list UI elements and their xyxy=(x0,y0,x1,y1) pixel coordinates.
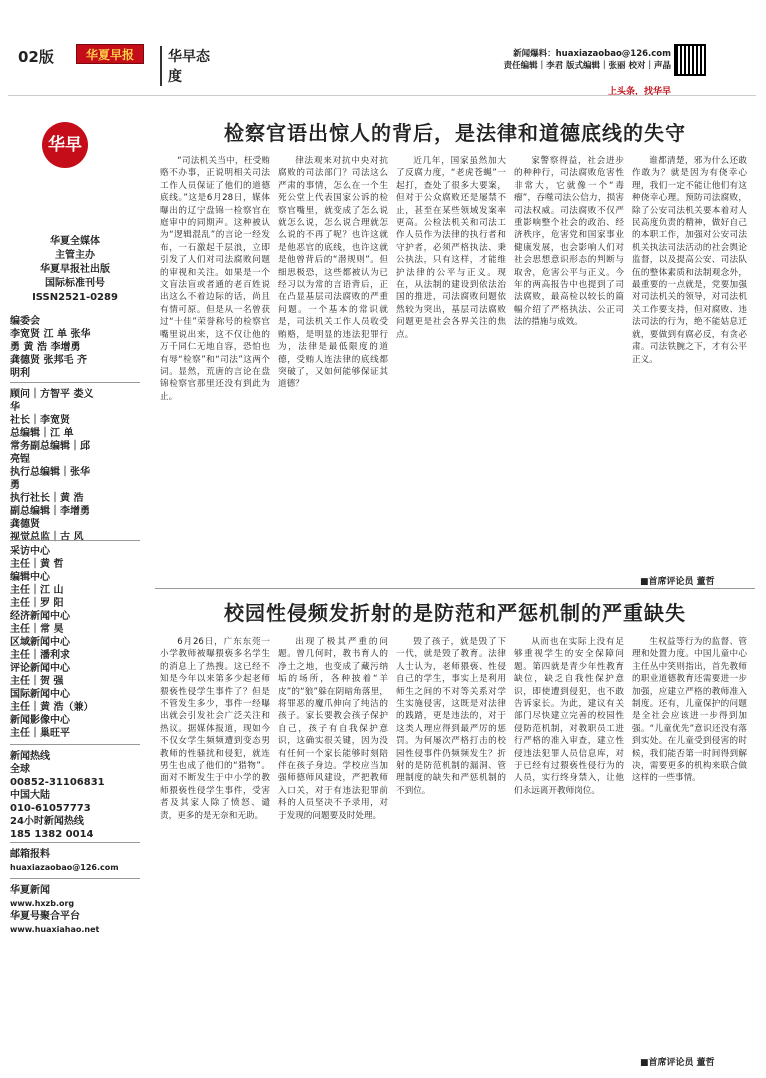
article1-column xyxy=(514,155,624,575)
center-line: 主任｜江 山 xyxy=(10,585,64,596)
center-line: 主任｜黄 哲 xyxy=(10,559,64,570)
hotline-line: 全球 xyxy=(10,764,30,775)
staff-line: 亮锃 xyxy=(10,454,30,465)
hotline-line: 中国大陆 xyxy=(10,790,50,801)
article1-column xyxy=(160,155,270,575)
org-line: 主管主办 xyxy=(55,250,95,261)
slogan: 上头条，找华早 xyxy=(607,87,671,97)
center-line: 主任｜巢旺平 xyxy=(10,728,70,739)
paper-logo: 华夏早报 xyxy=(76,44,144,64)
article2-column xyxy=(278,636,388,1068)
sidebar-divider xyxy=(10,744,140,745)
hotline-label: 新闻热线 xyxy=(10,751,50,762)
staff-line: 勇 xyxy=(10,480,20,491)
hotline-line: 00852-31106831 xyxy=(10,777,105,788)
site-link[interactable]: www.huaxiahao.net xyxy=(10,925,100,934)
staff-line: 执行总编辑｜张华 xyxy=(10,467,90,478)
page-number: 02版 xyxy=(18,48,54,66)
qr-code-icon[interactable] xyxy=(674,44,706,76)
article2-column xyxy=(514,636,624,1068)
staff-line: 华 xyxy=(10,402,20,413)
center-line: 编辑中心 xyxy=(10,572,50,583)
sidebar-divider xyxy=(10,540,140,541)
staff-line: 顾问｜方智平 娄义 xyxy=(10,389,94,400)
article2-headline: 校园性侵频发折射的是防范和严惩机制的严重缺失 xyxy=(224,601,686,625)
article2-text: 出现了极其严重的问题。曾几何时，教书育人的净土之地，也变成了藏污纳垢的场所，各种披着“羊皮”的“狼”躲在阴暗角落里，将罪恶的魔爪伸向了纯洁的孩子。家长要教会孩子保护自己，孩子有自我保护意识，这确实很关键，因为没有任何一个家长能够时刻陪伴在孩子身边。学校应当加强师德师风建设，严把教师入口关，对于有违法犯罪前科的人员坚决不予录用，对于发现的问题要及时处理。 xyxy=(278,637,388,821)
staff-list xyxy=(10,388,140,544)
credits xyxy=(504,48,671,72)
article1-text: “司法机关当中，枉受贿赂不办事，正说明相关司法工作人员保证了他们的道德底线。”这是6月28日，媒体曝出的辽宁盘锦一检察官在庭审中的同期声。这种被认为“逻辑混乱”的言论一经发布，一石激起千层浪，立即引发了人们对司法腐败问题的审视和关注。如果是一个文盲法盲或者通的老百姓说出这么不着边际的话，尚且有情可原。但是从一名曾获过“十佳”荣誉称号的检察官嘴里说出来，这不仅让他的万千同仁无地自容，恐怕也有辱“检察”和“司法”这两个词。显然，荒唐的言论在盘锦检察官那里还没有到此为止。 xyxy=(160,156,270,402)
staff-line: 副总编辑｜李增勇 xyxy=(10,506,90,517)
editorial-names: 龚德贤 张邦毛 齐 xyxy=(10,355,87,366)
article2-column xyxy=(160,636,270,1068)
center-line: 主任｜常 昊 xyxy=(10,624,64,635)
article1-text: 家警察得益，社会进步的种种行，司法腐败危害性非常大，它就像一个“毒瘤”，吞噬司法公信力，损害司法权威。司法腐败不仅严重影响整个社会的政治、经济秩序，危害党和国家事业健康发展，也会影响人们对社会思想意识形态的判断与取舍，危害公平与正义。今年的两高报告中也提到了司法腐败，最高检以较长的篇幅介绍了严格执法、公正司法的措施与成效。 xyxy=(514,156,624,328)
email-label: 邮箱报料 xyxy=(10,849,50,860)
org-line: 华夏全媒体 xyxy=(50,236,100,247)
site-link[interactable]: www.hxzb.org xyxy=(10,899,75,908)
email-block xyxy=(10,848,140,874)
editorial-names: 明利 xyxy=(10,368,30,379)
editorial-board xyxy=(10,315,140,380)
center-line: 主任｜潘利求 xyxy=(10,650,70,661)
centers-list xyxy=(10,545,140,740)
page-header xyxy=(10,44,220,85)
editorial-names: 李宽贤 江 单 张华 xyxy=(10,329,91,340)
org-info xyxy=(10,235,140,305)
center-line: 区域新闻中心 xyxy=(10,637,70,648)
staff-line: 总编辑｜江 单 xyxy=(10,428,74,439)
article-divider xyxy=(155,588,755,589)
editorial-names: 勇 黄 浩 李增勇 xyxy=(10,342,81,353)
center-line: 采访中心 xyxy=(10,546,50,557)
center-line: 主任｜罗 阳 xyxy=(10,598,64,609)
hotline-line: 185 1382 0014 xyxy=(10,829,94,840)
email-address[interactable]: huaxiazaobao@126.com xyxy=(10,863,119,872)
site-name: 华夏号聚合平台 xyxy=(10,911,80,922)
staff-line: 龚德贤 xyxy=(10,519,40,530)
staff-line: 社长｜李宽贤 xyxy=(10,415,70,426)
article1-text: 律法观来对抗中央对抗腐败的司法部门？司法这么严肃的事情，怎么在一个生死公堂上代表国家公诉的检察官嘴里，就变成了怎么说就怎么说，怎么说合理就怎么说的不再了呢？也许这就是他恶官的底线，也许这就是他曾背后的“潜规则”。但细思极恐，这些都被认为已经习以为常的言语背后，正在凸显基层司法腐败的严重问题。一个基本的常识就是，司法机关工作人员收受贿赂，是明显的违法犯罪行为，法律是最低限度的道德，受贿人连法律的底线都突破了，又如何能够保证其道德？ xyxy=(278,156,388,390)
article1-column xyxy=(632,155,747,555)
article1-column xyxy=(278,155,388,575)
hotline-line: 010-61057773 xyxy=(10,803,91,814)
article1-text: 谁都清楚，邪为什么还敢作敢为？就是因为有侥幸心理，我们一定不能让他们有这种侥幸心理。预防司法腐败，除了公安司法机关要本着对人民高度负责的精神，做好自己的本职工作，加强对公安司法机关执法司法活动的社会舆论监督，以及提高公安、司法队伍的整体素质和法制观念外，最重要的一点就是，党要加强对司法机关的领导，对司法机关工作要支持，但对腐败、违法司法的行为，绝不能姑息迁就，要做到有腐必反，有贪必肃。司法铁腕之下，才有公平正义。 xyxy=(632,156,747,365)
sidebar-divider xyxy=(10,878,140,879)
sites-label: 华夏新闻 xyxy=(10,885,50,896)
staff-line: 常务副总编辑｜邱 xyxy=(10,441,90,452)
hotline-line: 24小时新闻热线 xyxy=(10,816,84,827)
article2-text: 6月26日，广东东莞一小学教师被曝猥亵多名学生的消息上了热搜。这已经不知是今年以来第多少起老师猥亵性侵学生事件了？但是不管发生多少，事件一经曝出就会引发社会广泛关注和热议。据媒体报道，现如今不仅女学生频频遭到变态男教师的性骚扰和侵犯，就连男生也成了他们的“猎物”。面对不断发生于中小学的教师猥亵性侵学生事件，受害者及其家人除了愤怒、谴责，更多的是无奈和无助。 xyxy=(160,637,270,821)
center-line: 国际新闻中心 xyxy=(10,689,70,700)
center-line: 主任｜黄 浩（兼） xyxy=(10,702,94,713)
article2-text: 生权益等行为的监督、管理和处置力度。中国儿童中心主任丛中笑则指出，首先教师的职业道德教育还需要进一步加强，应建立严格的教师准入制度。还有，儿童保护的问题是全社会应该进一步得到加强。“儿童优先”意识还没有落到实处。在儿童受到侵害的时候，我们能否第一时间得到解决，需要更多的机构来联合做这样的一些事情。 xyxy=(632,637,747,784)
org-line: ISSN2521-0289 xyxy=(32,292,118,303)
sites-block xyxy=(10,884,140,936)
org-line: 华夏早报社出版 xyxy=(40,264,110,275)
section-title: 华早态度 xyxy=(160,46,220,86)
article2-text: 从而也在实际上没有足够重视学生的安全保障问题。第四就是青少年性教育缺位，缺乏自我性保护意识，即使遭到侵犯，也不敢告诉家长。为此，建议有关部门尽快建立完善的校园性侵防范机制，对教职员工进行严格的准入审查，建立性侵违法犯罪人员信息库，对于已经有过猥亵性侵行为的人员，实行终身禁入，让他们永远离开教师岗位。 xyxy=(514,637,624,796)
staff-line: 执行社长｜黄 浩 xyxy=(10,493,84,504)
header-divider xyxy=(8,95,756,96)
article1-signature: ■首席评论员 董哲 xyxy=(640,577,715,587)
center-line: 主任｜贺 强 xyxy=(10,676,64,687)
article2-column xyxy=(632,636,747,1046)
org-line: 国际标准刊号 xyxy=(45,278,105,289)
editors-line: 责任编辑｜李君 版式编辑｜张丽 校对｜声晶 xyxy=(503,61,671,71)
article2-column xyxy=(396,636,506,1068)
article2-text: 毁了孩子，就是毁了下一代，就是毁了教育。法律人士认为，老师猥亵、性侵自己的学生，事实上是利用师生之间的不对等关系对学生实施侵害，这既是对法律的践踏，更是违法的，对于这类人理应得到最严厉的惩罚。为何屡次严格打击的校园性侵事件仍频频发生？折射的是防范机制的漏洞、管理制度的缺失和严惩机制的不到位。 xyxy=(396,637,506,796)
editorial-label: 编委会 xyxy=(10,316,40,327)
center-line: 新闻影像中心 xyxy=(10,715,70,726)
article1-headline: 检察官语出惊人的背后，是法律和道德底线的失守 xyxy=(224,121,686,145)
article2-signature: ■首席评论员 董哲 xyxy=(640,1058,715,1068)
article1-column xyxy=(396,155,506,575)
masthead-emblem: 华早 xyxy=(42,122,88,168)
article1-text: 近几年，国家虽然加大了反腐力度，“老虎苍蝇”一起打，查处了很多大要案，但对于公众腐败还是屡禁不止，甚至在某些领域发案率更高。公检法机关和司法工作人员作为法律的执行者和守护者，必须严格执法、秉公执法，只有这样，才能维护法律的公平与正义。现在，从法制的建设到依法治国的推进，司法腐败问题依然较为突出，基层司法腐败问题更是社会各界关注的焦点。 xyxy=(396,156,506,340)
sidebar-divider xyxy=(10,842,140,843)
staff-line: 视觉总监｜古 风 xyxy=(10,532,84,543)
center-line: 经济新闻中心 xyxy=(10,611,70,622)
hotline-block xyxy=(10,750,140,841)
sidebar-divider xyxy=(10,382,140,383)
center-line: 评论新闻中心 xyxy=(10,663,70,674)
tip-email: 新闻爆料：huaxiazaobao@126.com xyxy=(513,49,671,59)
